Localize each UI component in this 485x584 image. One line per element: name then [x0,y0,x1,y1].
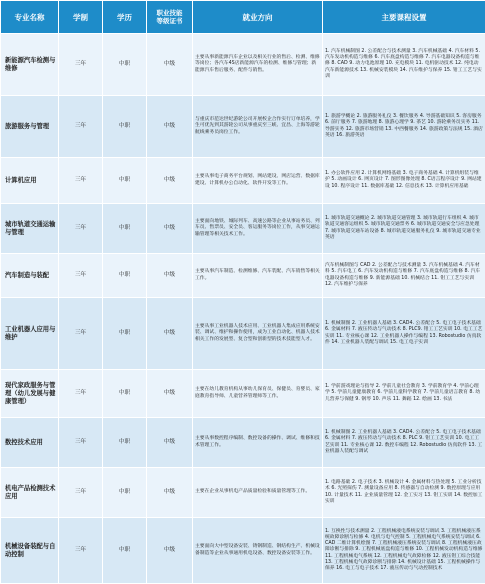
main-courses: 1. 互换性与技术测量 2. 工程机械液电系统安装与调试 3. 工程机械液压系统故障诊断与检修 4. 电机与电气控制 5. 工程机械电气系统安装与调试 6. CAD 二维计算机绘图 7. 工程机械液压系统安装与调试 8. 工程机械液压故障诊断与排除 9. 工程机械底盘构造与维修 10. 工程机械发动机构造与维修 11. 工程机械电气系统 12. 工程机械电气故障检修 12. 液压钳工综合技能 13. 工程机械电气故障诊断与排除 14. 机械设计基础 15. 工程机械操作与保养 16. 电工与电子技术 17. 液压传动与气动控制技术 [323,518,485,584]
table-row [1,298,485,370]
main-courses: 1. 机械制图 2. 工业机器人基础 3. CAD4. 公差配合 5. 电工电子技术基础 6. 金属材料 7. 液压传动与气动技术 8. PLC9. 钳工工艺实训 10. 电工工艺实训 11. 专业核心课 12. 工业机器人操作与编程 13. Robostudio 仿真软件 14. 工业机器人装配与调试 15. 电工电子实训 [323,298,485,370]
major-name: 计算机应用 [1,158,59,204]
cert-level: 中级 [147,468,193,518]
major-name: 新能源汽车检测与维修 [1,34,59,96]
years: 三年 [59,298,103,370]
level: 中职 [103,370,147,418]
years: 三年 [59,468,103,518]
table-row [1,158,485,204]
major-name: 城市轨道交通运输与管理 [1,204,59,254]
header-level: 学历 [103,1,147,34]
years: 三年 [59,96,103,158]
header-courses: 主要课程设置 [323,1,485,34]
cert-level: 中级 [147,518,193,584]
main-courses: 汽车机械制图与 CAD 2. 公差配合与技术测量 3. 汽车机械基础 4. 汽车材料 5. 汽车电工 6. 汽车发动机构造与维修 7. 汽车底盘构造与维修 8. 汽车电器设备构造与维修 9. 新能源基础 10. 机械结合 11. 钳工工艺与实训 12. 汽车维护与保养 [323,254,485,298]
main-courses: 1. 旅游学概论 2. 旅游服务礼仪 3. 餐饮服务 4. 导游基础知识 5. 客房服务 6. 前厅服务 7. 旅游地理 8. 旅游心理学 9. 茶艺 10. 游轮乘务员实务 11. 导游实务 12. 旅游市场营销 13. 中西餐服务 14. 旅游政策与法规 15. 酒店英语 16. 旅游英语 [323,96,485,158]
employment-direction: 主要从事数控程序编制、数控设备的操作、调试、维修和技术管理工作。 [193,418,323,468]
major-name: 现代家政服务与管理（幼儿发展与健康管理） [1,370,59,418]
employment-direction: 主要面向大中型设备安装、铸钢制造、钢结构生产、机械设备制造等企业从事通用机电设备、数控设备安装等工作。 [193,518,323,584]
main-courses: 1. 城市轨道交通概论 2. 城市轨道交通管理 3. 城市轨道行车组织 4. 城市轨道交通客运组织 5. 城市轨道交通票务 6. 城市轨道交通安全与应急处理 7. 城市轨道交通车站设备 8. 城市轨道交通服务礼仪 9. 城市轨道交通专业英语 [323,204,485,254]
cert-level: 中级 [147,418,193,468]
cert-level: 中级 [147,96,193,158]
table-header-row [1,1,485,34]
major-name: 机械设备装配与自动控制 [1,518,59,584]
table-row [1,370,485,418]
level: 中职 [103,204,147,254]
employment-direction: 主要从事新能源汽车企业以及相关行业的售后、检测、维修等岗位；各汽车4S店新能源汽车的检测、维修与管理；新能源汽车售后服务、配件与销售。 [193,34,323,96]
cert-level: 中级 [147,254,193,298]
major-name: 工业机器人应用与维护 [1,298,59,370]
cert-level: 中级 [147,34,193,96]
table-row [1,96,485,158]
main-courses: 1. 办公软件应用 2. 计算机网络基础 3. 电子商务基础 4. 计算机组装与维护 5. 动画设计 6. 网页设计 7. 图形图像处理 8. C语言程序设计 9. 网站建设 10. 程序设计 11. 数据库基础 12. 信息技术 13. 计算机应用基础 [323,158,485,204]
level: 中职 [103,298,147,370]
level: 中职 [103,418,147,468]
level: 中职 [103,158,147,204]
table-row [1,204,485,254]
table-row [1,34,485,96]
header-cert: 职业技能 等级证书 [147,1,193,34]
level: 中职 [103,468,147,518]
cert-level: 中级 [147,158,193,204]
table-row [1,254,485,298]
years: 三年 [59,418,103,468]
header-years: 学制 [59,1,103,34]
main-courses: 1. 电路基础 2. 电子技术 3. 机械设计 4. 金属材料与热处理 5. 工业分析技术 6. 光照探伤 7. 测量设备应用 8. 传感器与自动检测 9. 数控原理与应用 10. 计量技术 11. 企业质量管理 12. 金工实习 13. 钳工实训 14. 数控加工实训 [323,468,485,518]
major-name: 机电产品检测技术应用 [1,468,59,518]
employment-direction: 主要面向地铁、城际列车、高速公路等企业从事站务员、列车员、售票员、安全员、客运服务等岗位工作，从事交通运输管理等相关技术工作。 [193,204,323,254]
table-row [1,418,485,468]
header-major: 专业名称 [1,1,59,34]
employment-direction: 主要在幼儿教育机构从事幼儿保育员、保健员、育婴员、家庭教育指导师、儿童营养管理师等工作。 [193,370,323,418]
main-courses: 1. 汽车机械制图 2. 公差配合与技术测量 3. 汽车机械基础 4. 汽车材料 5. 汽车发动机构造与维修 6. 汽车底盘构造与维修 7. 汽车电器设备构造与维修 8. CAD 9. 动力电池原理 10. 充电模块 11. 电机驱动技术 12. 纯电动汽车新能源技术 13. 机械安装模块 14. 汽车维护与保养 15. 钳工工艺与实训 [323,34,485,96]
employment-direction: 主要从事工业机器人技术应用、工业机器人集成应用系统安装、调试、维护和操作使用，成为工业自动化、机器人技术相关工作的发展型、复合型和创新型的技术技能型人才。 [193,298,323,370]
years: 三年 [59,518,103,584]
main-courses: 1. 机械制图 2. 工业机器人基础 3. CAD4. 公差配合 5. 电工电子技术基础 6. 金属材料 7. 液压传动与气动技术 8. PLC 9. 钳工工艺实训 10. 电工工艺实训 11. 专业核心课 12. 数控车编程 12. Robostudio 仿真软件 13. 工业机器人装配与调试 [323,418,485,468]
years: 三年 [59,204,103,254]
level: 中职 [103,518,147,584]
cert-level: 中级 [147,370,193,418]
table-row [1,468,485,518]
years: 三年 [59,370,103,418]
table-row [1,518,485,584]
cert-level: 中级 [147,298,193,370]
employment-direction: 主要在企业从事机电产品质量检验和质量管理等工作。 [193,468,323,518]
main-courses: 1. 学前游戏理论与指导 2. 学前儿童社会教育 3. 学前教育学 4. 学前心理学 5. 学前儿童健康教育 6. 学前儿童科学教育 7. 学前儿童语言教育 8. 幼儿营养与保健 9. 钢琴 10. 声乐 11. 舞蹈 12. 绘画 13. 书法 [323,370,485,418]
major-name: 汽车制造与装配 [1,254,59,298]
years: 三年 [59,254,103,298]
level: 中职 [103,254,147,298]
major-name: 旅游服务与管理 [1,96,59,158]
cert-level: 中级 [147,204,193,254]
years: 三年 [59,158,103,204]
employment-direction: 主要从事电子商务平台规划、网站建设、网店运营、数据库建设、计算机办公自动化、软件开发等工作。 [193,158,323,204]
years: 三年 [59,34,103,96]
employment-direction: 主要从事汽车制造、检测维修、汽车装配、汽车销售等相关工作。 [193,254,323,298]
header-direction: 就业方向 [193,1,323,34]
major-name: 数控技术应用 [1,418,59,468]
employment-direction: 与重庆市范达世纪游轮公司开展校企合作实行订单培养，学生可优先到其游轮公司从事重庆至三峡、宜昌、上海等游轮航线乘务员岗位工作。 [193,96,323,158]
level: 中职 [103,34,147,96]
level: 中职 [103,96,147,158]
